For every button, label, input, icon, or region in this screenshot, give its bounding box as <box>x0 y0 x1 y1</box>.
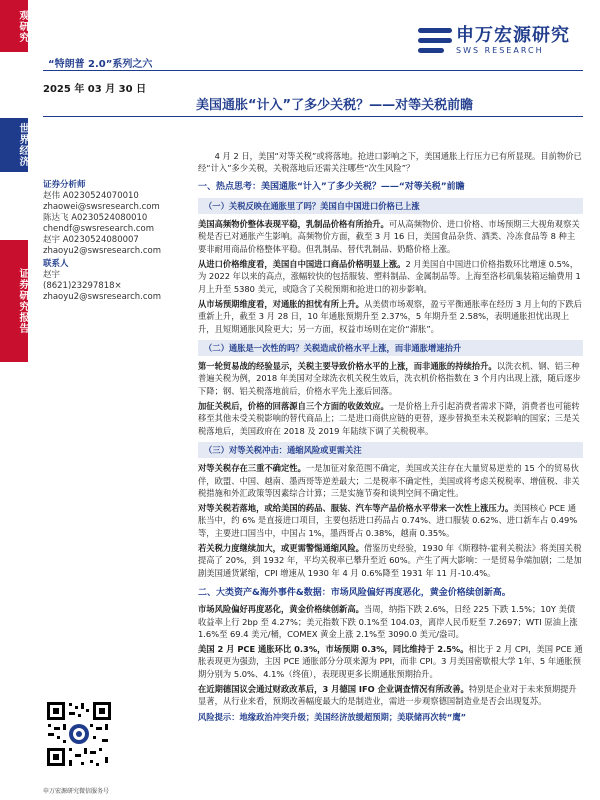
paragraph-lead: 若关税力度继续加大，或更需警惕通缩风险。 <box>198 543 364 554</box>
paragraph-text: 可从高频物价、进口价格、市场预期三大视角观察关税是否已对通胀产生影响。高频物价方面，截至 3 月 16 日，美国食品杂货、酒类、冷冻食品等 8 种主要非耐用商品价格整体平稳。但乳制品、替代乳制品、奶酪价格上涨。 <box>198 219 580 254</box>
paragraph <box>198 400 583 437</box>
paragraph <box>198 360 583 397</box>
paragraph <box>198 258 583 295</box>
paragraph-text: 相比于 2 月 CPI，美国 PCE 通胀表现更为强劲，主因 PCE 通胀部分分项来源为 PPI，而非 CPI。3 月美国密歇根大学 1年、5 年通胀预期分别为 5.0%、4.1%（终值），表现现更多长期通胀预期抬升。 <box>198 644 583 679</box>
paragraph-lead: 美国高频物价整体表现平稳，乳制品价格有所抬升。 <box>198 219 389 230</box>
intro-paragraph: 4 月 2 日，美国“对等关税”或将落地。抢进口影响之下，美国通胀上行压力已有所显现。目前物价已经“计入”多少关税，关税落地后还需关注哪些“次生风险”？ <box>198 151 582 174</box>
paragraph-lead: 美国 2 月 PCE 通胀环比 0.3%，市场预期 0.3%，同比维持于 2.5%。 <box>198 644 469 655</box>
subsection-1-title: （一）关税反映在通胀里了吗？美国自中国进口价格已上涨 <box>198 198 583 214</box>
sidebar-block-world-economy: 世界经济 <box>0 118 28 172</box>
logo-mark-icon <box>418 26 452 56</box>
contact-line[interactable]: zhaoyu2@swsresearch.com <box>43 292 162 302</box>
paragraph-lead: 从市场预期维度看，对通胀的担忧有所上升。 <box>198 298 364 309</box>
paragraph <box>198 683 583 708</box>
paragraph-lead: 加征关税后，价格的回落源自三个方面的收敛效应。 <box>198 401 389 412</box>
paragraph-lead: 从进口价格维度看，美国自中国进口商品价格明显上涨。 <box>198 259 406 270</box>
analyst-line: 陈达飞 A0230524080010 <box>43 213 148 223</box>
paragraph-text: 特别是企业对于未来预期提升显著，从行业来看，预期改善幅度最大的是制造业，需进一步观察德国制造业是否会出现复苏。 <box>198 683 577 707</box>
risk-text: 地缘政治冲突升级；美国经济放缓超预期；美联储再次转“鹰” <box>239 711 467 722</box>
analyst-line: 赵宇 A0230524080007 <box>43 235 139 245</box>
paragraph-text: 从美债市场观察，盈亏平衡通胀率在经历 3 月上旬的下跌后重新上升，截至 3 月 28 日，10 年通胀预期升至 2.37%，5 年期升至 2.58%，表明通胀担忧出现上升，且短期通胀风险更大；另一方面，权益市场则在定价“滞胀”。 <box>198 298 582 334</box>
paragraph-text: 美国核心 PCE 通胀当中，约 6% 是直接进口项目，主要包括进口药品占 0.74%、进口服装 0.62%、进口新车占 0.49%等，主要进口国当中，中国占 1%，墨西哥占 0.38%，越南 0.35%。 <box>198 503 578 538</box>
contact-line: 赵宇 <box>43 270 61 280</box>
paragraph-lead: 对等关税存在三重不确定性。 <box>198 463 306 474</box>
contact-heading: 联系人 <box>43 259 69 269</box>
sidebar-block-macro: 观研究 <box>0 0 28 52</box>
paragraph-lead: 对等关税若落地，或给美国的药品、服装、汽车等产品价格水平带来一次性上涨压力。 <box>198 503 514 514</box>
sidebar <box>0 0 28 800</box>
subsection-2-title: （二）通胀是一次性的吗？关税造成价格水平上涨，而非通胀增速抬升 <box>198 340 583 356</box>
analyst-line[interactable]: zhaoyu2@swsresearch.com <box>43 246 162 256</box>
section-1-title: 一、热点思考：美国通胀“计入”了多少关税？——“对等关税”前瞻 <box>198 181 465 192</box>
page-title: 美国通胀“计入”了多少关税？——对等关税前瞻 <box>196 98 474 113</box>
paragraph-lead: 在近期德国议会通过财政改革后，3 月德国 IFO 企业调查情况有所改善。 <box>198 683 469 694</box>
analyst-line[interactable]: zhaowei@swsresearch.com <box>43 202 160 212</box>
risk-warning <box>198 711 583 723</box>
paragraph-text: 以洗衣机、钢、铝三种普遍关税为例，2018 年美国对全球洗衣机关税生效后，洗衣机价格指数在 3 个月内出现上涨，随后逐步下降；钢、铝关税落地前后，价格水平先上涨后回落。 <box>198 361 581 396</box>
paragraph <box>198 462 583 499</box>
company-logo <box>418 26 570 56</box>
analyst-heading: 证券分析师 <box>43 180 86 190</box>
report-date: 2025 年 03 月 30 日 <box>43 84 147 95</box>
paragraph <box>198 298 583 335</box>
contact-line: (8621)23297818× <box>43 281 122 291</box>
sidebar-block-report-type: 证券研究报告 <box>0 240 28 362</box>
paragraph-text: 当周，纳指下跌 2.6%，日经 225 下跌 1.5%；10Y 美债收益率上行 2bp 至 4.27%；美元指数下跌 0.1%至 104.03，离岸人民币贬至 7.2697；WTI 原油上涨 1.6%至 69.4 美元/桶，COMEX 黄金上涨 2.1%至 3090.0 美元/盎司。 <box>198 604 578 639</box>
paragraph <box>198 502 583 539</box>
paragraph-text: 借鉴历史经验，1930 年《斯穆特-霍利关税法》将美国关税提高了 20%，到 1932 年，平均关税率已攀升至近 60%。产生了两大影响：一是贸易争端加剧；二是加剧美国通货紧缩，CPI 增速从 1930 年 4 月 0.6%降至 1931 年 11 月-10.4%。 <box>198 543 582 578</box>
paragraph-text: 2 月美国自中国进口价格指数环比增速 0.5%，为 2022 年以来的高点，涨幅较快的包括服装、塑料制品、金属制品等。上海至洛杉矶集装箱运输费用 1 月上升至 5380 美元，或隐含了关税预期和抢进口的初步影响。 <box>198 259 581 294</box>
paragraph-text: 一是加征对象范围不确定，美国或关注存在大量贸易逆差的 15 个的贸易伙伴，欧盟、中国、越南、墨西哥等逆差最大；二是税率不确定性，美国或将考虑关税税率、增值税、非关税措施和外汇政策等因素综合计算；三是实施节奏和谈判空间不确定性。 <box>198 463 580 498</box>
section-2-title: 二、大类资产&海外事件&数据：市场风险偏好再度恶化，黄金价格续创新高。 <box>198 587 511 598</box>
paragraph-text: 一是价格上升引起消费者需求下降，消费者也可能转移至其他未受关税影响的替代商品上；二是进口商供应链的更替，逐步替换至未关税影响的国家；三是关税落地后，美国政府在 2018 及 2019 年陆续下调了关税税率。 <box>198 401 580 436</box>
analyst-panel <box>43 180 188 303</box>
paragraph-lead: 第一轮贸易战的经验显示，关税主要导致价格水平的上涨，而非通胀的持续抬升。 <box>198 361 497 372</box>
qr-code-icon <box>45 700 113 768</box>
logo-cn: 申万宏源研究 <box>456 25 570 46</box>
header-rule <box>43 70 583 71</box>
title-rule <box>43 116 583 117</box>
paragraph <box>198 603 583 640</box>
paragraph-lead: 市场风险偏好再度恶化，黄金价格续创新高。 <box>198 604 364 615</box>
series-label: “特朗普 2.0”系列之六 <box>48 59 153 70</box>
paragraph <box>198 643 583 680</box>
logo-en: SWS RESEARCH <box>456 46 544 55</box>
paragraph <box>198 542 583 579</box>
qr-caption: 申万宏源研究微信服务号 <box>43 788 110 795</box>
report-body <box>198 150 583 726</box>
analyst-line: 赵伟 A0230524070010 <box>43 191 139 201</box>
paragraph <box>198 218 583 255</box>
analyst-line[interactable]: chendf@swsresearch.com <box>43 224 155 234</box>
subsection-3-title: （三）对等关税冲击：通缩风险或更需关注 <box>198 442 583 458</box>
risk-label: 风险提示： <box>198 711 240 722</box>
